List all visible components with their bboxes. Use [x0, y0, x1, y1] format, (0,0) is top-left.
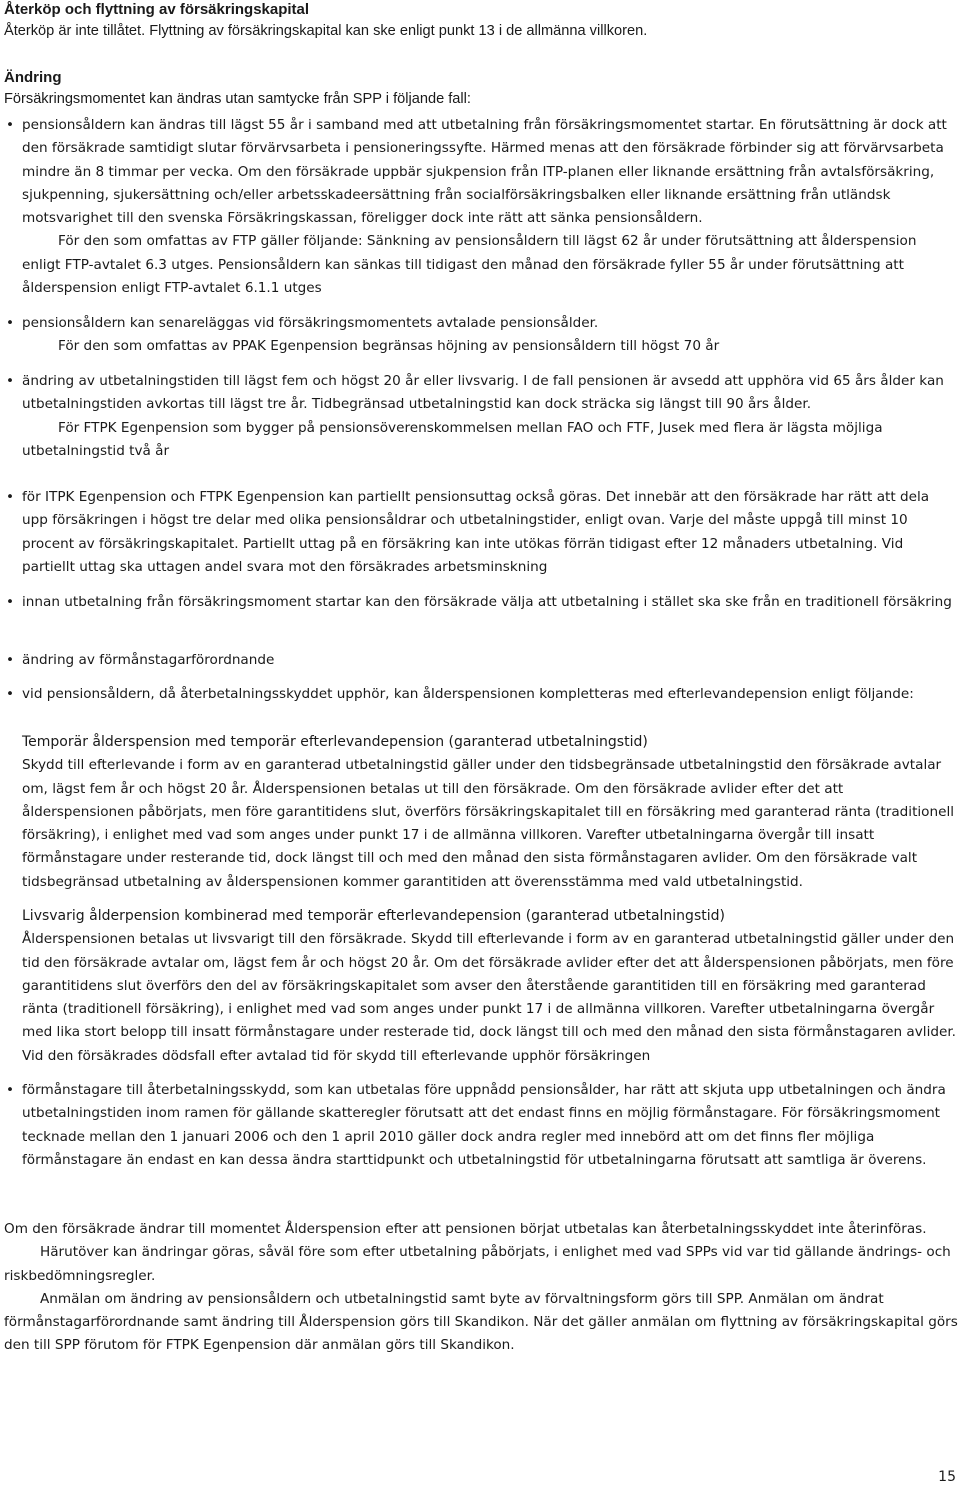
subsection-heading: Temporär ålderspension med temporär efterlevandepension (garanterad utbetalningstid): [22, 734, 648, 750]
closing-section: [4, 1218, 958, 1358]
list-item-text: • ändring av förmånstagarförordnande: [22, 652, 275, 668]
closing-paragraph: Härutöver kan ändringar göras, såväl före som efter utbetalning påbörjats, i enlighet med vad SPPs vid var tid gällande ändrings- och riskbedömningsregler.: [4, 1244, 951, 1284]
subsection-livsvarig: [4, 905, 958, 1068]
change-list-6: [4, 649, 958, 672]
closing-paragraph: Om den försäkrade ändrar till momentet Ålderspension efter att pensionen börjat utbetalas kan återbetalningsskyddet inte återinföras.: [4, 1221, 927, 1237]
list-item-text: • förmånstagare till återbetalningsskydd, som kan utbetalas före uppnådd pensionsålder, har rätt att skjuta upp utbetalningen och ändra utbetalningstiden inom ramen för gällande skatteregler förutsatt att det endast finns en möjlig förmånstagare. För försäkringsmoment tecknade mellan den 1 januari 2006 och den 1 april 2010 gäller dock andra regler med innebörd att om det finns fler möjliga förmånstagare än endast en kan dessa ändra starttidpunkt och utbetalningstid för utbetalningarna förutsatt att samtliga är överens.: [22, 1082, 946, 1168]
list-item-text: • pensionsåldern kan ändras till lägst 55 år i samband med att utbetalning från försäkringsmomentet startar. En förutsättning är dock att den försäkrade samtidigt slutar förvärvsarbeta i pensioneringssyfte. Härmed menas att den försäkrade förbinder sig att förvärvsarbeta mindre än 8 timmar per vecka. Om den försäkrade uppbär sjukpension från ITP-planen eller liknande ersättning från avtalsförsäkring, sjukpenning, sjukersättning och/eller arbetsskadeersättning från socialförsäkringsbalken eller liknande ersättning från utländsk motsvarighet till den svenska Försäkringskassan, föreligger dock inte rätt att sänka pensionsåldern.: [22, 117, 947, 227]
list-item: [4, 649, 958, 672]
list-item: [4, 1079, 958, 1172]
change-list-2: [4, 312, 958, 359]
list-item-text: • vid pensionsåldern, då återbetalningsskyddet upphör, kan ålderspensionen kompletteras med efterlevandepension enligt följande:: [22, 686, 914, 702]
subsection-text: Ålderspensionen betalas ut livsvarigt till den försäkrade. Skydd till efterlevande i form av en garanterad utbetalningstid gäller under den tid den försäkrade avtalar om, lägst fem år och högst 20 år. Om det försäkrade avlider efter det att ålderspensionen påbörjats, men före garantitidens slut överförs den del av försäkringskapitalet som avser den återstående garantitiden till en försäkring med garanterad ränta (traditionell försäkring), i enlighet med vad som anges under punkt 17 i de allmänna villkoren. Varefter utbetalningarna övergår med lika stort belopp till insatt förmånstagare under resterade tid, dock längst till och med den månad den sista förmånstagaren avlider. Vid den försäkrades dödsfall efter avtalad tid för skydd till efterlevande upphör försäkringen: [22, 931, 957, 1064]
list-item: [4, 591, 958, 614]
page-number: 15: [938, 1469, 956, 1485]
list-item: [4, 683, 958, 706]
section-text: Återköp är inte tillåtet. Flyttning av försäkringskapital kan ske enligt punkt 13 i de allmänna villkoren.: [4, 23, 648, 39]
list-item-extra: För den som omfattas av PPAK Egenpension begränsas höjning av pensionsåldern till högst 70 år: [58, 338, 720, 355]
change-list: [4, 114, 958, 300]
section-heading: Ändring: [4, 69, 62, 86]
list-item-text: • för ITPK Egenpension och FTPK Egenpension kan partiellt pensionsuttag också göras. Det innebär att den försäkrade har rätt att dela upp försäkringen i högst tre delar med olika pensionsåldrar och utbetalningstider, enligt ovan. Varje del måste uppgå till minst 10 procent av försäkringskapitalet. Partiellt uttag på en försäkring kan inte utökas förrän tidigast efter 12 månaders utbetalning. Vid partiellt uttag ska uttagen andel svara mot den försäkrades arbetsminskning: [22, 489, 930, 575]
subsection-text: Skydd till efterlevande i form av en garanterad utbetalningstid gäller under den tidsbegränsade utbetalningstid den försäkrade avtalar om, lägst fem år och högst 20 år. Ålderspensionen betalas ut till den försäkrade. Om den försäkrade avlider efter det att ålderspensionen påbörjats, men före garantitidens slut, överförs försäkringskapitalet till en försäkring med garanterad ränta (traditionell försäkring), i enlighet med vad som anges under punkt 17 i de allmänna villkoren. Varefter utbetalningarna övergår till insatt förmånstagare under resterande tid, dock längst till och med den månad den sista förmånstagaren avlider. Om den försäkrade valt tidsbegränsad utbetalning av ålderspensionen kommer garantitiden att överensstämma med vald utbetalningstid.: [22, 757, 955, 890]
change-list-4: [4, 486, 958, 579]
change-list-5: [4, 591, 958, 614]
change-list-8: [4, 1079, 958, 1172]
list-item-text: • pensionsåldern kan senareläggas vid försäkringsmomentets avtalade pensionsålder.: [22, 315, 599, 331]
change-list-7: [4, 683, 958, 706]
list-item: [4, 486, 958, 579]
list-item: [4, 114, 958, 300]
closing-paragraph: Anmälan om ändring av pensionsåldern och utbetalningstid samt byte av förvaltningsform görs till SPP. Anmälan om ändrat förmånstagarförordnande samt ändring till Ålderspension görs till Skandikon. När det gäller anmälan om flyttning av försäkringskapital görs den till SPP förutom för FTPK Egenpension där anmälan görs till Skandikon.: [4, 1290, 958, 1354]
subsection-heading: Livsvarig ålderpension kombinerad med temporär efterlevandepension (garanterad utbetalningstid): [22, 908, 725, 924]
section-heading: Återköp och flyttning av försäkringskapital: [4, 1, 310, 18]
change-list-3: [4, 370, 958, 463]
list-item: [4, 370, 958, 463]
list-item-extra: För FTPK Egenpension som bygger på pensionsöverenskommelsen mellan FAO och FTF, Jusek med flera är lägsta möjliga utbetalningstid två år: [22, 419, 883, 459]
list-item-text: • innan utbetalning från försäkringsmoment startar kan den försäkrade välja att utbetalning i stället ska ske från en traditionell försäkring: [22, 594, 952, 610]
list-item-extra: För den som omfattas av FTP gäller följande: Sänkning av pensionsåldern till lägst 62 år under förutsättning att ålderspension enligt FTP-avtalet 6.3 utges. Pensionsåldern kan sänkas till tidigast den månad den försäkrade fyller 55 år under förutsättning att ålderspension enligt FTP-avtalet 6.1.1 utges: [22, 233, 917, 297]
section-intro: Försäkringsmomentet kan ändras utan samtycke från SPP i följande fall:: [4, 91, 471, 107]
subsection-temporar: [4, 731, 958, 894]
section-andring: [4, 68, 958, 110]
list-item: [4, 312, 958, 359]
list-item-text: • ändring av utbetalningstiden till lägst fem och högst 20 år eller livsvarig. I de fall pensionen är avsedd att upphöra vid 65 års ålder kan utbetalningstiden avkortas till lägst tre år. Tidbegränsad utbetalningstid kan dock sträcka sig längst till 90 års ålder.: [22, 373, 944, 413]
section-aterkop: [4, 0, 958, 42]
